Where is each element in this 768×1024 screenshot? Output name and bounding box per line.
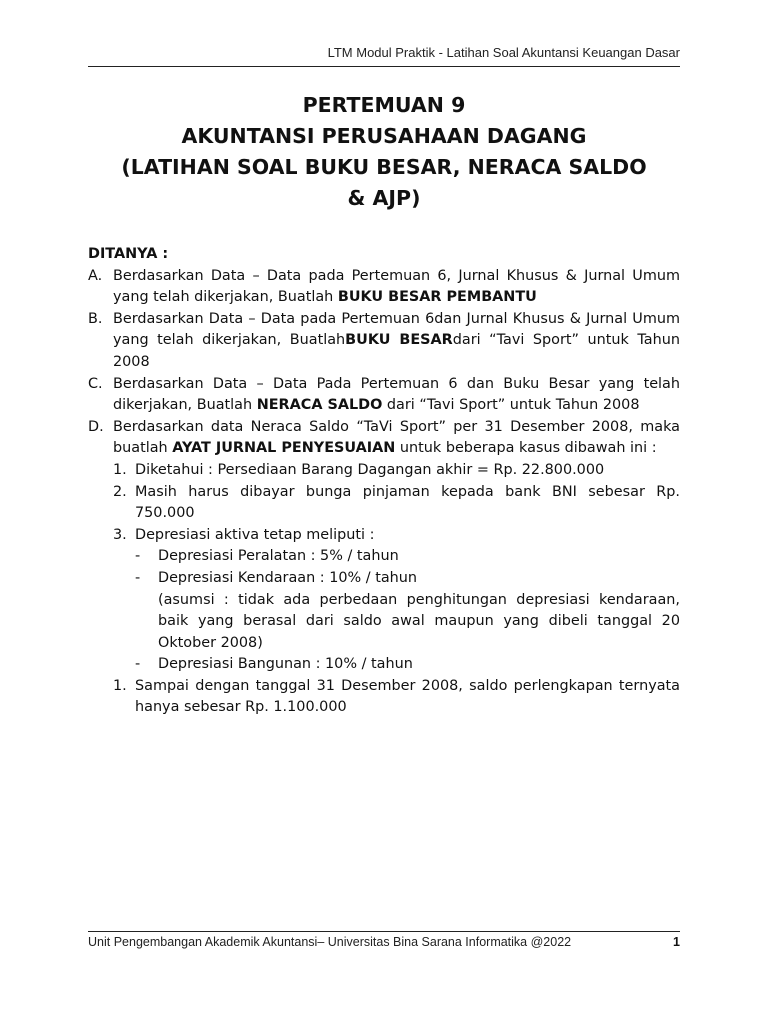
depreciation-text: Depresiasi Bangunan : 10% / tahun: [158, 656, 413, 673]
depreciation-item: [88, 654, 680, 676]
depreciation-text: Depresiasi Kendaraan : 10% / tahun: [158, 569, 418, 586]
case-marker: 2.: [113, 483, 127, 500]
item-text: Berdasarkan Data – Data pada Pertemuan 6dan Jurnal Khusus & Jurnal Umum yang telah dikerjakan, Buatlah: [113, 310, 680, 349]
case-marker: 3.: [113, 526, 127, 543]
page-number: 1: [673, 935, 680, 949]
item-marker: B.: [88, 310, 103, 327]
dash-marker: -: [135, 548, 141, 565]
case-marker: 1.: [113, 461, 127, 478]
dash-marker: -: [135, 656, 141, 673]
title-line-3: (LATIHAN SOAL BUKU BESAR, NERACA SALDO: [121, 155, 647, 179]
case-text: Masih harus dibayar bunga pinjaman kepada bank BNI sebesar Rp. 750.000: [135, 483, 680, 522]
case-marker: 1.: [113, 677, 127, 694]
running-footer: Unit Pengembangan Akademik Akuntansi– Universitas Bina Sarana Informatika @2022: [88, 935, 572, 949]
footer-divider: [88, 931, 680, 932]
item-emphasis: BUKU BESAR PEMBANTU: [337, 289, 537, 306]
question-d: [88, 417, 680, 460]
case-text: Depresiasi aktiva tetap meliputi :: [135, 526, 375, 543]
ditanya-heading: DITANYA :: [88, 246, 169, 262]
assumption-note: (asumsi : tidak ada perbedaan penghitungan depresiasi kendaraan, baik yang berasal dari saldo awal maupun yang dibeli tanggal 20 Oktober 2008): [158, 591, 680, 651]
title-line-4: & AJP): [347, 186, 421, 210]
depreciation-text: Depresiasi Peralatan : 5% / tahun: [158, 548, 399, 565]
item-text-tail: dari “Tavi Sport” untuk Tahun 2008: [113, 332, 680, 370]
item-marker: A.: [88, 267, 103, 284]
item-emphasis: BUKU BESAR: [345, 332, 453, 349]
case-item: [88, 525, 680, 547]
case-item: [88, 676, 680, 719]
item-text-tail: dari “Tavi Sport” untuk Tahun 2008: [382, 397, 640, 414]
item-emphasis: AYAT JURNAL PENYESUAIAN: [172, 440, 396, 457]
question-body: [88, 244, 680, 719]
question-a: [88, 266, 680, 309]
page-title: [88, 90, 680, 214]
item-text: Berdasarkan Data – Data pada Pertemuan 6, Jurnal Khusus & Jurnal Umum yang telah dikerjakan, Buatlah: [113, 267, 680, 306]
question-b: [88, 309, 680, 374]
running-header: LTM Modul Praktik - Latihan Soal Akuntansi Keuangan Dasar: [327, 45, 680, 60]
case-text: Diketahui : Persediaan Barang Dagangan akhir = Rp. 22.800.000: [135, 461, 605, 478]
title-line-2: AKUNTANSI PERUSAHAAN DAGANG: [181, 124, 587, 148]
item-text: Berdasarkan data Neraca Saldo “TaVi Sport” per 31 Desember 2008, maka buatlah: [113, 418, 680, 457]
item-text: Berdasarkan Data – Data Pada Pertemuan 6 dan Buku Besar yang telah dikerjakan, Buatlah: [113, 375, 680, 414]
depreciation-item: [88, 568, 680, 590]
depreciation-item: [88, 546, 680, 568]
header-divider: [88, 66, 680, 67]
item-marker: C.: [88, 375, 103, 392]
case-item: [88, 482, 680, 525]
title-line-1: PERTEMUAN 9: [302, 93, 466, 117]
case-text: Sampai dengan tanggal 31 Desember 2008, saldo perlengkapan ternyata hanya sebesar Rp. 1.100.000: [135, 677, 680, 716]
case-item: [88, 460, 680, 482]
dash-marker: -: [135, 569, 141, 586]
item-marker: D.: [88, 418, 104, 435]
item-emphasis: NERACA SALDO: [256, 397, 383, 414]
question-c: [88, 374, 680, 417]
item-text-tail: untuk beberapa kasus dibawah ini :: [395, 440, 657, 457]
